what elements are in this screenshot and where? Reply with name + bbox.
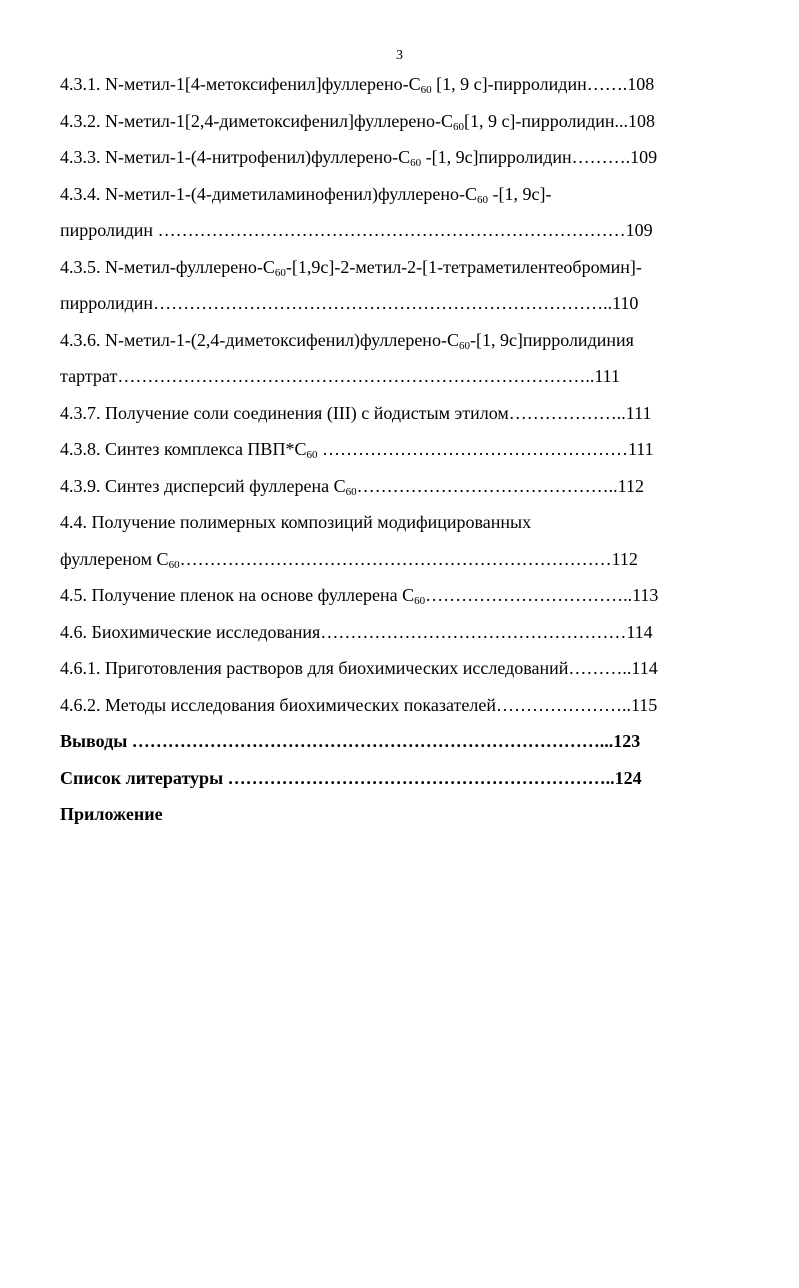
toc-entry-text-cont: -[1, 9c]- — [488, 183, 552, 204]
toc-entry-4-3-4[interactable] — [60, 176, 736, 213]
toc-entry-4-3-5-cont[interactable] — [60, 285, 736, 322]
toc-entry-4-3-7[interactable] — [60, 395, 736, 432]
subscript: 60 — [420, 84, 432, 96]
subscript: 60 — [414, 595, 426, 607]
toc-entry-leader-page: пирролидин ……………………………………………………………………109 — [60, 220, 653, 240]
toc-entry-text: 4.3.3. N-метил-1-(4-нитрофенил)фуллерено-C — [60, 147, 411, 167]
toc-entry-4-3-1[interactable] — [60, 66, 736, 103]
toc-entry-text: 4.3.7. Получение соли соединения (III) с йодистым этилом………………..111 — [60, 402, 652, 423]
toc-entry-4-3-8[interactable] — [60, 431, 736, 468]
subscript: 60 — [458, 339, 470, 352]
toc-entry-leader-page: пирролидин…………………………………………………………………..110 — [60, 293, 639, 313]
toc-entry-text: 4.3.5. N-метил-фуллерено-C — [60, 256, 275, 277]
toc-entry-leader-page: ……………………………..113 — [425, 585, 659, 605]
toc-entry-4-3-6[interactable] — [60, 322, 736, 359]
toc-entry-4-3-4-cont[interactable] — [60, 212, 736, 249]
subscript: 60 — [477, 193, 489, 206]
page-number: 3 — [396, 48, 403, 63]
subscript: 60 — [410, 157, 422, 169]
toc-entry-4-4-cont[interactable] — [60, 541, 736, 578]
toc-entry-text: Выводы ……………………………………………………………………...123 — [60, 731, 641, 751]
toc-entry-leader-page: [1, 9 c]-пирролидин...108 — [463, 110, 655, 131]
toc-entry-appendix[interactable] — [60, 796, 736, 833]
toc-entry-text-cont: -[1,9c]-2-метил-2-[1-тетраметилентеобромин]- — [285, 256, 642, 277]
toc-entry-leader-page: ……………………………………………111 — [317, 439, 654, 459]
toc-entry-text: 4.3.9. Синтез дисперсий фуллерена C — [60, 475, 346, 496]
toc-entry-4-3-9[interactable] — [60, 468, 736, 505]
subscript: 60 — [452, 120, 464, 133]
toc-entry-4-3-5[interactable] — [60, 249, 736, 286]
toc-entry-text: Приложение — [60, 804, 163, 824]
toc-entry-leader-page: тартрат……………………………………………………………………..111 — [60, 366, 620, 386]
toc-entry-4-3-6-cont[interactable] — [60, 358, 736, 395]
toc-entry-4-5[interactable] — [60, 577, 736, 614]
toc-entry-text: 4.4. Получение полимерных композиций модифицированных — [60, 512, 532, 532]
toc-entry-conclusions[interactable] — [60, 723, 736, 760]
toc-entry-4-3-3[interactable] — [60, 139, 736, 176]
toc-entry-text-cont: -[1, 9c]пирролидиния — [469, 329, 634, 350]
toc-entry-text: 4.6. Биохимические исследования……………………………………………114 — [60, 621, 653, 642]
toc-entry-leader-page: ………………………………………………………………112 — [179, 548, 638, 569]
toc-entry-text: 4.3.8. Синтез комплекса ПВП*C — [60, 439, 307, 459]
toc-entry-4-6-1[interactable] — [60, 650, 736, 687]
toc-entry-text: 4.3.4. N-метил-1-(4-диметиламинофенил)фуллерено-C — [60, 183, 478, 204]
toc-entry-4-4[interactable] — [60, 504, 736, 541]
toc-entry-text: 4.3.1. N-метил-1[4-метоксифенил]фуллерено-C — [60, 74, 421, 94]
subscript: 60 — [168, 558, 180, 571]
toc-entry-text: 4.3.2. N-метил-1[2,4-диметоксифенил]фуллерено-C — [60, 110, 453, 131]
toc-entry-text: 4.5. Получение пленок на основе фуллерена C — [60, 585, 415, 605]
toc-entry-text: 4.3.6. N-метил-1-(2,4-диметоксифенил)фуллерено-C — [60, 329, 459, 350]
toc-entry-text: фуллереном C — [60, 548, 169, 569]
toc-entry-references[interactable] — [60, 760, 736, 797]
toc-entry-leader-page: ……………………………………..112 — [356, 475, 644, 496]
subscript: 60 — [345, 485, 357, 498]
toc-entry-text: Список литературы ………………………………………………………..124 — [60, 767, 642, 788]
subscript: 60 — [274, 266, 286, 279]
toc-entry-leader-page: -[1, 9c]пирролидин……….109 — [421, 147, 658, 167]
table-of-contents — [60, 66, 736, 833]
toc-entry-text: 4.6.2. Методы исследования биохимических показателей…………………..115 — [60, 694, 658, 715]
toc-entry-4-3-2[interactable] — [60, 103, 736, 140]
toc-entry-text: 4.6.1. Приготовления растворов для биохимических исследований………..114 — [60, 658, 658, 678]
toc-entry-4-6[interactable] — [60, 614, 736, 651]
subscript: 60 — [306, 449, 318, 461]
toc-entry-4-6-2[interactable] — [60, 687, 736, 724]
toc-entry-leader-page: [1, 9 c]-пирролидин…….108 — [431, 74, 655, 94]
